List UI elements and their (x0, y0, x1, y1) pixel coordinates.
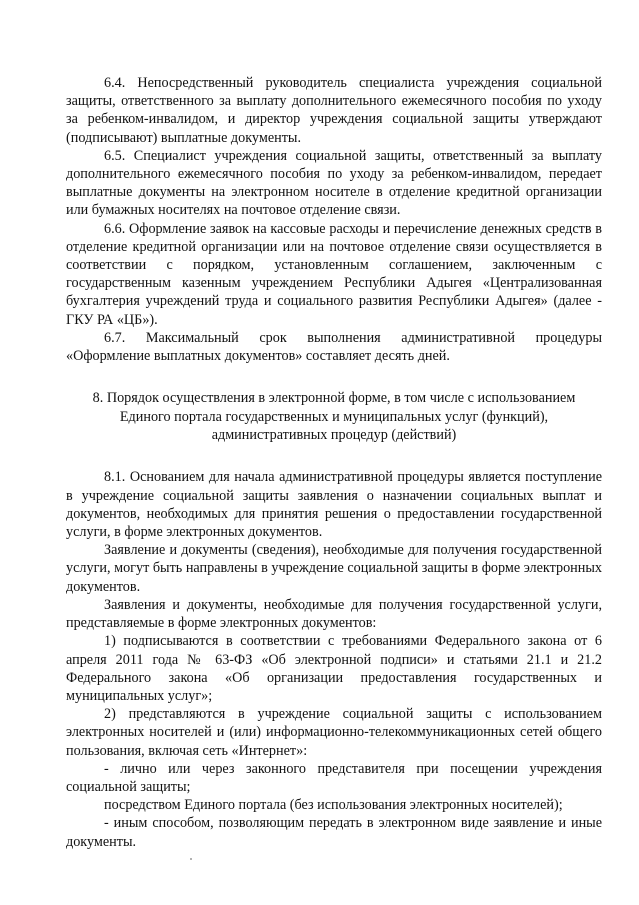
paragraph-6-5: 6.5. Специалист учреждения социальной защиты, ответственный за выплату дополнительного ежемесячного пособия по уходу за ребенком-инвалидом, передает выплатные документы на электронном носителе в отделение кредитной организации или бумажных носителях на почтовое отделение связи. (66, 147, 602, 219)
paragraph-6-7: 6.7. Максимальный срок выполнения административной процедуры «Оформление выплатных документов» составляет десять дней. (66, 329, 602, 365)
paragraph-8-1-electronic-docs: Заявления и документы, необходимые для получения государственной услуги, представляемые в форме электронных документов: (66, 596, 602, 632)
paragraph-6-6: 6.6. Оформление заявок на кассовые расходы и перечисление денежных средств в отделение кредитной организации или на почтовое отделение связи осуществляется в соответствии с порядком, установленным соглашением, заключенным с государственным казенным учреждением Республики Адыгея «Централизованная бухгалтерия учреждений труда и социального развития Республики Адыгея» (далее - ГКУ РА «ЦБ»). (66, 220, 602, 328)
list-item-2-submission: 2) представляются в учреждение социальной защиты с использованием электронных носителей и (или) информационно-телекоммуникационных сетей общего пользования, включая сеть «Интернет»: (66, 706, 602, 759)
scan-speck (190, 858, 192, 860)
list-item-portal: посредством Единого портала (без использования электронных носителей); (104, 797, 563, 814)
section-8-heading: 8. Порядок осуществления в электронной форме, в том числе с использованием Единого портала государственных и муниципальных услуг (функций), административных процедур (действий) (92, 390, 576, 444)
paragraph-8-1: 8.1. Основанием для начала административной процедуры является поступление в учреждение социальной защиты заявления о назначении социальных выплат и документов, необходимых для принятия решения о предоставлении государственной услуги, в форме электронных документов. (66, 469, 602, 541)
paragraph-8-1-application: Заявление и документы (сведения), необходимые для получения государственной услуги, могут быть направлены в учреждение социальной защиты в форме электронных документов. (66, 542, 602, 595)
document-page (66, 74, 602, 851)
list-item-other-way: - иным способом, позволяющим передать в электронном виде заявление и иные документы. (66, 815, 602, 850)
paragraph-6-4: 6.4. Непосредственный руководитель специалиста учреждения социальной защиты, ответственного за выплату дополнительного ежемесячного пособия по уходу за ребенком-инвалидом, и директор учреждения социальной защиты утверждают (подписывают) выплатные документы. (66, 75, 602, 146)
list-item-in-person: - лично или через законного представителя при посещении учреждения социальной защиты; (66, 760, 602, 795)
list-item-1-signature: 1) подписываются в соответствии с требованиями Федерального закона от 6 апреля 2011 года № 63-ФЗ «Об электронной подписи» и статьями 21.1 и 21.2 Федерального закона «Об организации предоставления государственных и муниципальных услуг»; (66, 633, 602, 704)
